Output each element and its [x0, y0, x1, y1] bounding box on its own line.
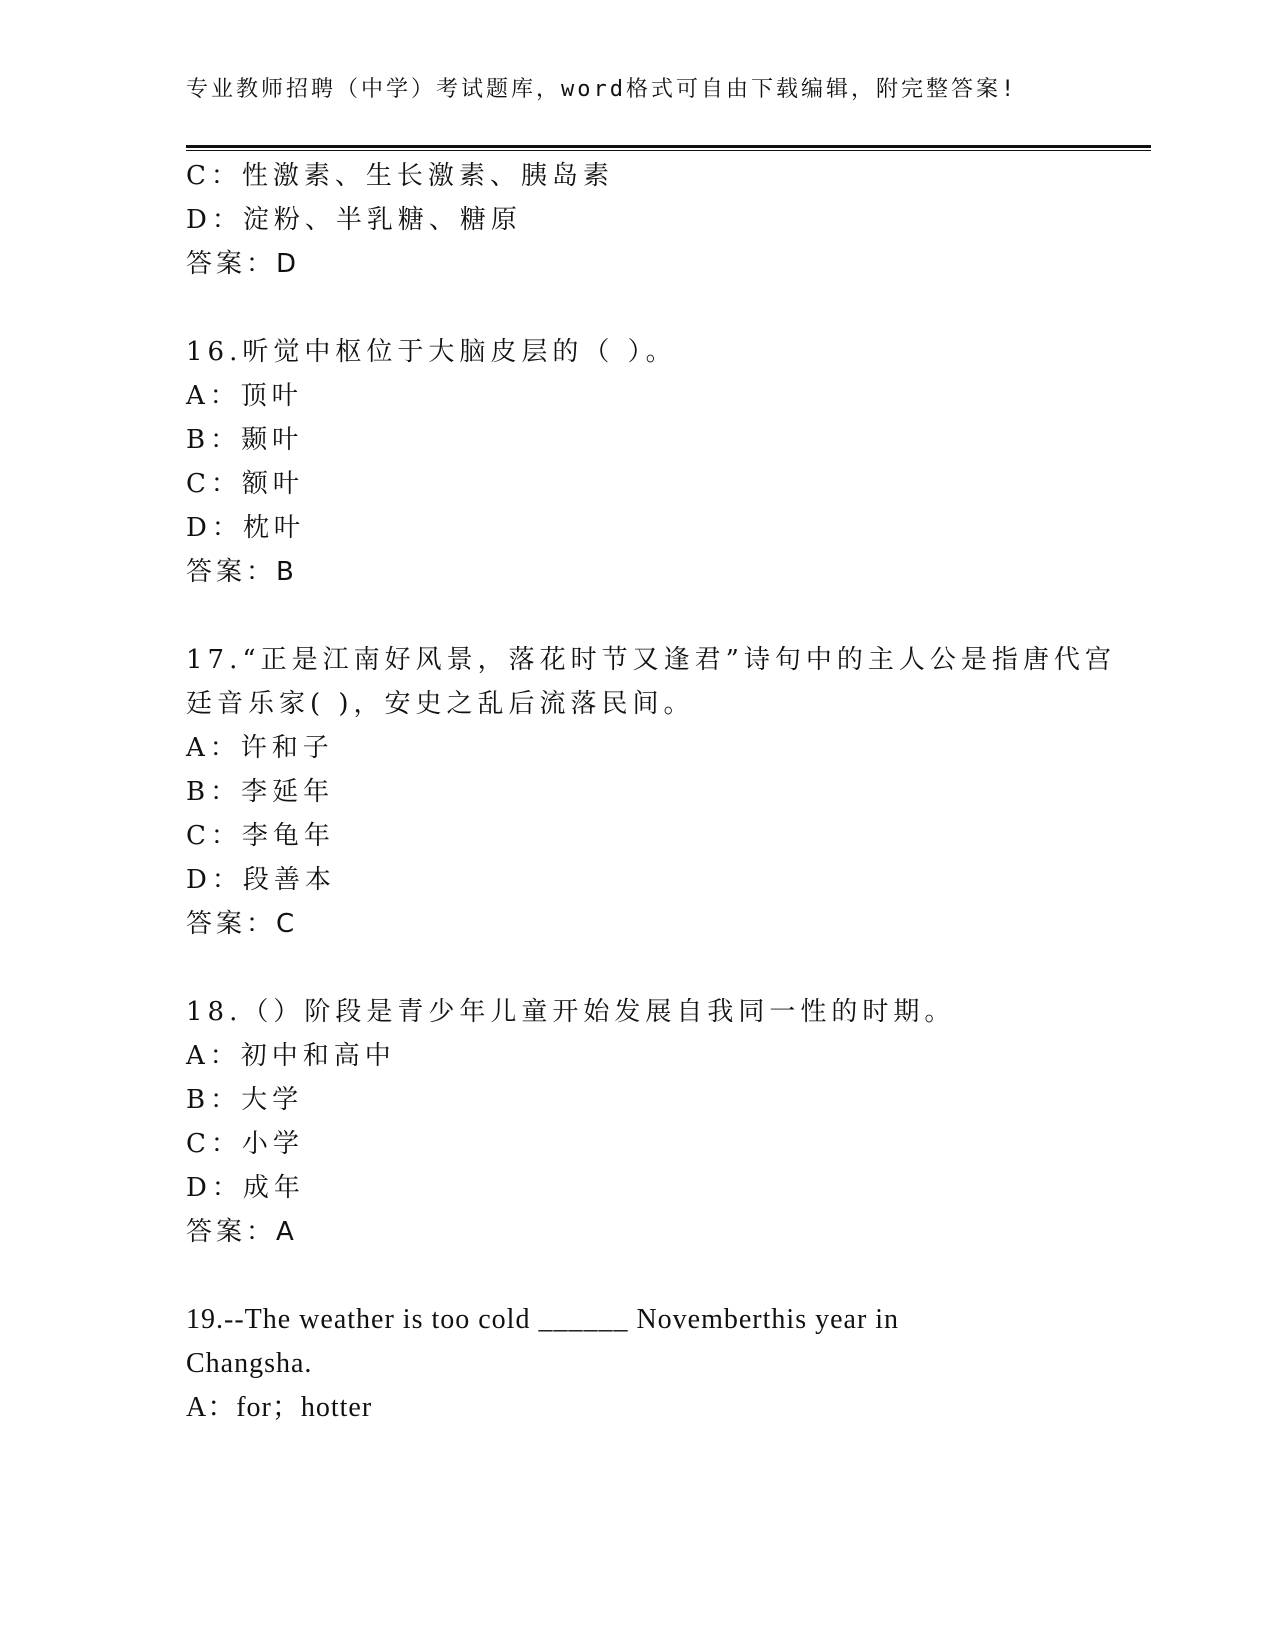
q16-option-b: B：颞叶	[186, 425, 304, 455]
q16-option-a: A：顶叶	[186, 381, 303, 411]
q16-stem: 16.听觉中枢位于大脑皮层的（ ）。	[186, 337, 677, 367]
q17-stem-line1: 17.“正是江南好风景，落花时节又逢君”诗句中的主人公是指唐代宫	[186, 645, 1116, 675]
q19-stem-line1: 19.--The weather is too cold ______ Novemberthis year in	[186, 1304, 900, 1335]
q17-option-b: B：李延年	[186, 777, 335, 807]
q19-option-a: A：for；hotter	[186, 1392, 373, 1423]
q16-option-c: C：额叶	[186, 469, 304, 499]
q18-stem: 18.（）阶段是青少年儿童开始发展自我同一性的时期。	[186, 997, 956, 1027]
q18-option-b: B：大学	[186, 1085, 304, 1115]
q15-option-d: D：淀粉、半乳糖、糖原	[186, 205, 522, 235]
q18-option-a: A：初中和高中	[186, 1041, 396, 1071]
q19-stem-line2: Changsha.	[186, 1348, 313, 1379]
q17-answer: 答案：C	[186, 909, 299, 939]
q18-answer: 答案：A	[186, 1217, 298, 1247]
q15-option-c: C：性激素、生长激素、胰岛素	[186, 161, 614, 191]
q18-option-c: C：小学	[186, 1129, 304, 1159]
q17-option-d: D：段善本	[186, 865, 336, 895]
page-header: 专业教师招聘（中学）考试题库，word格式可自由下载编辑，附完整答案!	[186, 77, 1018, 102]
q17-option-a: A：许和子	[186, 733, 334, 763]
q16-option-d: D：枕叶	[186, 513, 305, 543]
q16-answer: 答案：B	[186, 557, 298, 587]
q18-option-d: D：成年	[186, 1173, 305, 1203]
q17-option-c: C：李龟年	[186, 821, 335, 851]
q15-answer: 答案：D	[186, 249, 301, 279]
header-rule-thick	[186, 145, 1151, 148]
q17-stem-line2: 廷音乐家( )，安史之乱后流落民间。	[186, 689, 695, 719]
header-rule-thin	[186, 150, 1151, 151]
